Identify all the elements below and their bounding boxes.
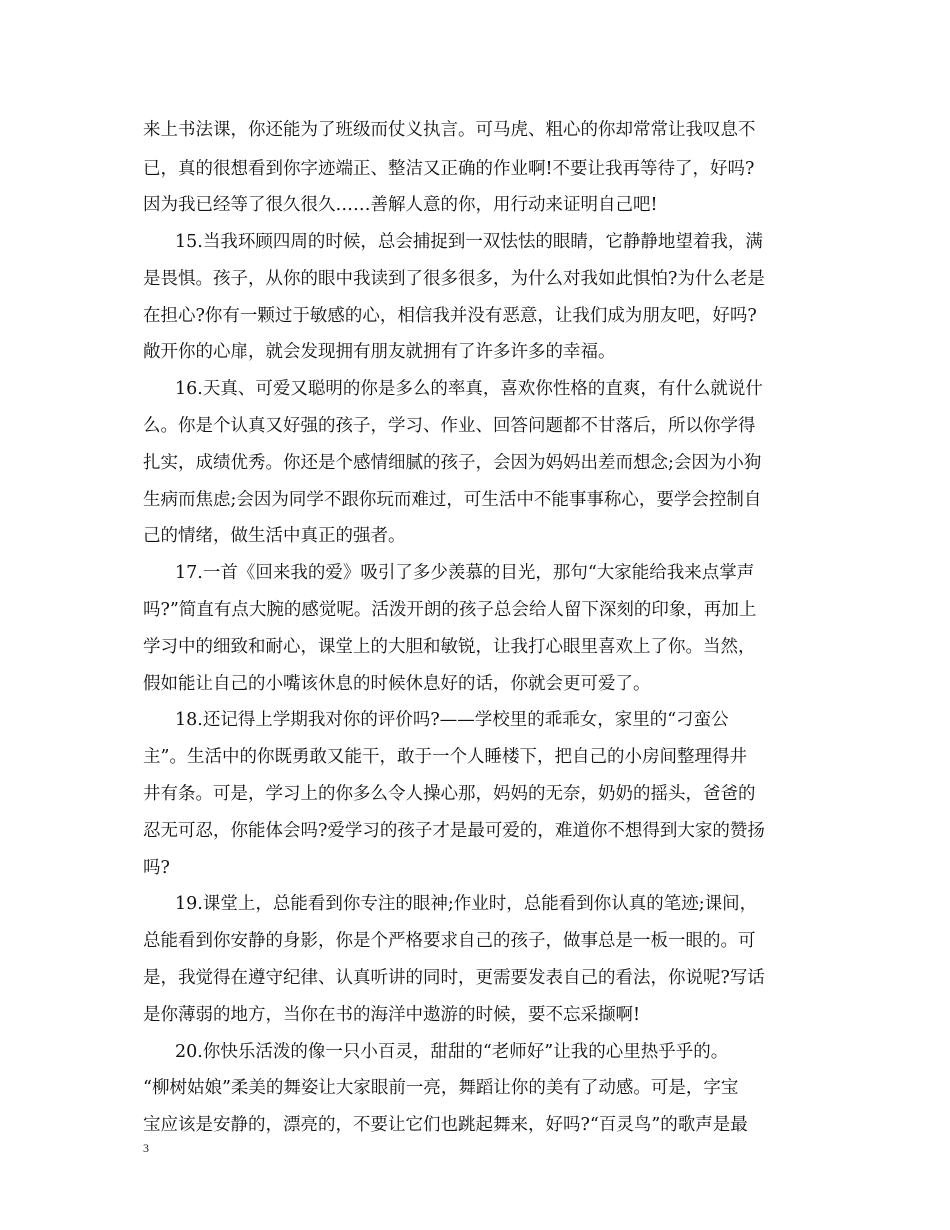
text-line: 来上书法课，你还能为了班级而仗义执言。可马虎、粗心的你却常常让我叹息不	[143, 120, 756, 140]
text-line: 宝应该是安静的，漂亮的，不要让它们也跳起舞来，好吗?“百灵鸟”的歌声是最	[143, 1115, 748, 1135]
paragraph-16-first-line: 16.天真、可爱又聪明的你是多么的率真，喜欢你性格的直爽，有什么就说什	[175, 379, 763, 399]
page-number: 3	[143, 1141, 149, 1155]
text-line: 井有条。可是，学习上的你多么令人操心那，妈妈的无奈，奶奶的摇头，爸爸的	[143, 784, 756, 804]
text-line: 已，真的很想看到你字迹端正、整洁又正确的作业啊!不要让我再等待了，好吗?	[143, 159, 755, 179]
text-line: 吗?”简直有点大腕的感觉呢。活泼开朗的孩子总会给人留下深刻的印象，再加上	[143, 600, 757, 620]
text-line: 假如能让自己的小嘴该休息的时候休息好的话，你就会更可爱了。	[143, 674, 651, 694]
text-line: 学习中的细致和耐心，课堂上的大胆和敏锐，让我打心眼里喜欢上了你。当然，	[143, 637, 756, 657]
text-line: 生病而焦虑;会因为同学不跟你玩而难过，可生活中不能事事称心，要学会控制自	[143, 490, 762, 510]
text-line: 在担心?你有一颗过于敏感的心，相信我并没有恶意，让我们成为朋友吧，好吗?	[143, 306, 757, 326]
text-line: 总能看到你安静的身影，你是个严格要求自己的孩子，做事总是一板一眼的。可	[143, 931, 756, 951]
text-line: 敞开你的心扉，就会发现拥有朋友就拥有了许多许多的幸福。	[143, 342, 616, 362]
text-line: 己的情绪，做生活中真正的强者。	[143, 526, 406, 546]
text-line: 因为我已经等了很久很久……善解人意的你，用行动来证明自己吧!	[143, 195, 658, 215]
text-line: 吗?	[143, 858, 170, 878]
paragraph-20-first-line: 20.你快乐活泼的像一只小百灵，甜甜的“老师好”让我的心里热乎乎的。	[175, 1042, 729, 1062]
text-line: 扎实，成绩优秀。你还是个感情细腻的孩子，会因为妈妈出差而想念;会因为小狗	[143, 453, 762, 473]
text-line: 忍无可忍，你能体会吗?爱学习的孩子才是最可爱的，难道你不想得到大家的赞扬	[143, 821, 765, 841]
paragraph-19-first-line: 19.课堂上，总能看到你专注的眼神;作业时，总能看到你认真的笔迹;课间，	[175, 894, 758, 914]
text-line: 么。你是个认真又好强的孩子，学习、作业、回答问题都不甘落后，所以你学得	[143, 416, 756, 436]
text-line: 主”。生活中的你既勇敢又能干，敢于一个人睡楼下，把自己的小房间整理得井	[143, 747, 747, 767]
text-line: “柳树姑娘”柔美的舞姿让大家眼前一亮，舞蹈让你的美有了动感。可是，字宝	[143, 1078, 739, 1098]
paragraph-17-first-line: 17.一首《回来我的爱》吸引了多少羡慕的目光，那句“大家能给我来点掌声	[175, 563, 755, 583]
text-line: 是，我觉得在遵守纪律、认真听讲的同时，更需要发表自己的看法，你说呢?写话	[143, 968, 765, 988]
text-line: 是畏惧。孩子，从你的眼中我读到了很多很多，为什么对我如此惧怕?为什么老是	[143, 269, 765, 289]
paragraph-18-first-line: 18.还记得上学期我对你的评价吗?——学校里的乖乖女，家里的“刁蛮公	[175, 710, 729, 730]
paragraph-15-first-line: 15.当我环顾四周的时候，总会捕捉到一双怯怯的眼睛，它静静地望着我，满	[175, 232, 763, 252]
text-line: 是你薄弱的地方，当你在书的海洋中遨游的时候，要不忘采撷啊!	[143, 1005, 641, 1025]
